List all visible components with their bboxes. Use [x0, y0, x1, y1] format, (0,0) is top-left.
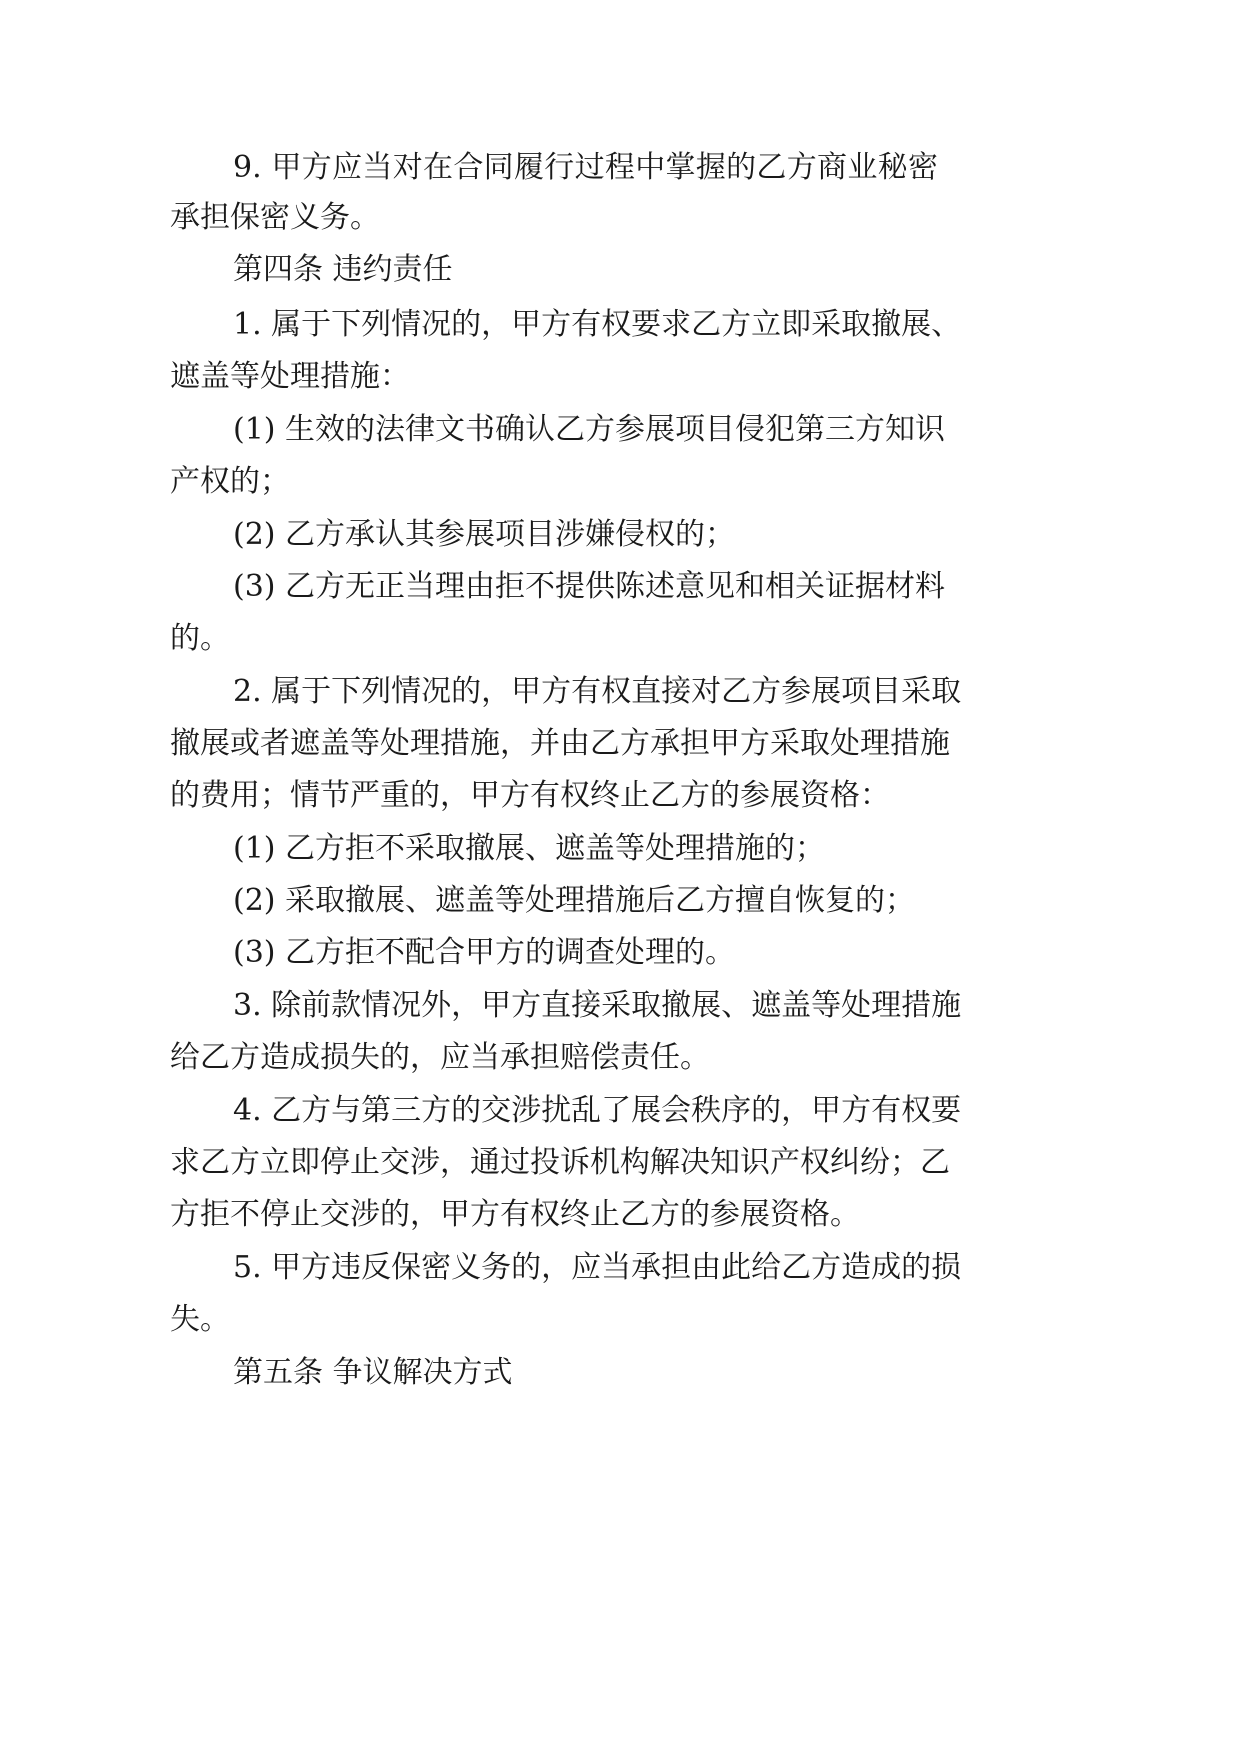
paragraph-line: 的费用；情节严重的，甲方有权终止乙方的参展资格：	[170, 778, 890, 813]
paragraph-line: 求乙方立即停止交涉，通过投诉机构解决知识产权纠纷；乙	[170, 1145, 950, 1180]
paragraph-line: 失。	[170, 1302, 230, 1337]
paragraph-line: (1) 乙方拒不采取撤展、遮盖等处理措施的；	[233, 831, 826, 866]
paragraph-line: 承担保密义务。	[170, 200, 380, 235]
paragraph-line: 遮盖等处理措施：	[170, 359, 410, 394]
paragraph-line: 3. 除前款情况外，甲方直接采取撤展、遮盖等处理措施	[233, 988, 962, 1023]
paragraph-line: 2. 属于下列情况的，甲方有权直接对乙方参展项目采取	[233, 674, 962, 709]
paragraph-line: 方拒不停止交涉的，甲方有权终止乙方的参展资格。	[170, 1197, 860, 1232]
paragraph-line: (3) 乙方拒不配合甲方的调查处理的。	[233, 935, 736, 970]
paragraph-line: (2) 乙方承认其参展项目涉嫌侵权的；	[233, 517, 736, 552]
paragraph-line: 撤展或者遮盖等处理措施，并由乙方承担甲方采取处理措施	[170, 726, 950, 761]
paragraph-line: 5. 甲方违反保密义务的，应当承担由此给乙方造成的损	[233, 1250, 962, 1285]
section-heading: 第四条 违约责任	[233, 252, 453, 287]
paragraph-line: 1. 属于下列情况的，甲方有权要求乙方立即采取撤展、	[233, 307, 962, 342]
section-heading: 第五条 争议解决方式	[233, 1355, 513, 1390]
paragraph-line: (3) 乙方无正当理由拒不提供陈述意见和相关证据材料	[233, 569, 946, 604]
paragraph-line: 4. 乙方与第三方的交涉扰乱了展会秩序的，甲方有权要	[233, 1093, 962, 1128]
paragraph-line: 给乙方造成损失的，应当承担赔偿责任。	[170, 1040, 710, 1075]
paragraph-line: 9. 甲方应当对在合同履行过程中掌握的乙方商业秘密	[233, 150, 938, 185]
paragraph-line: 产权的；	[170, 464, 290, 499]
paragraph-line: (2) 采取撤展、遮盖等处理措施后乙方擅自恢复的；	[233, 883, 916, 918]
paragraph-line: (1) 生效的法律文书确认乙方参展项目侵犯第三方知识	[233, 412, 946, 447]
paragraph-line: 的。	[170, 621, 230, 656]
